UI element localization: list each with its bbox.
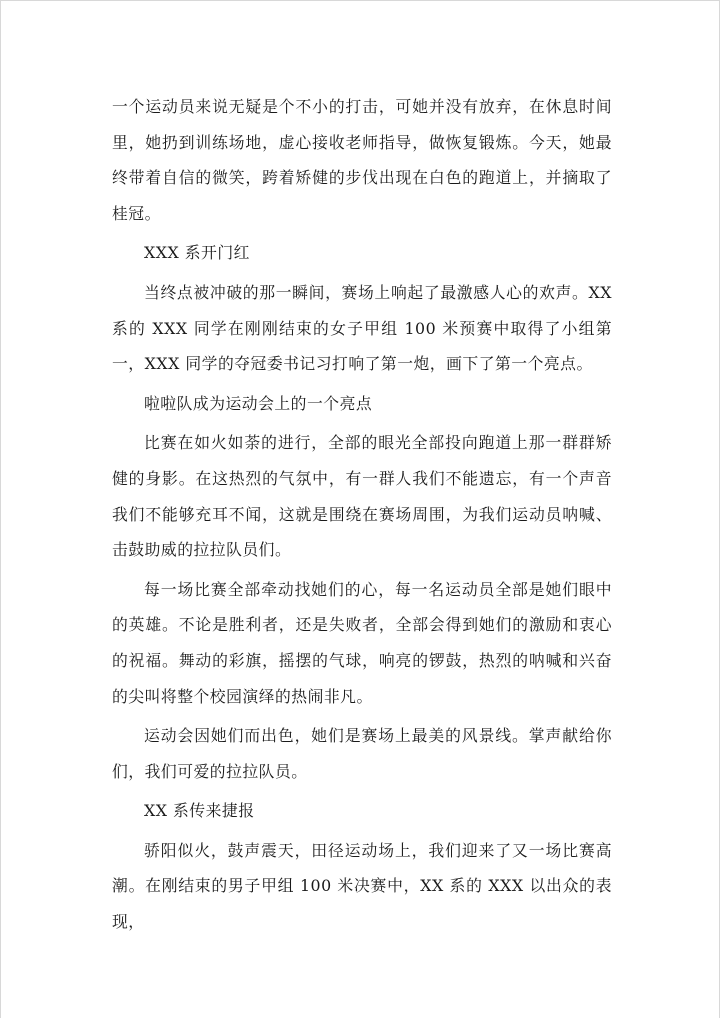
document-body bbox=[112, 89, 612, 940]
paragraph-final-race: 骄阳似火，鼓声震天，田径运动场上，我们迎来了又一场比赛高潮。在刚结束的男子甲组 100 米决赛中，XX 系的 XXX 以出众的表现， bbox=[112, 840, 612, 932]
section-heading-xxx-kaimenhong: XXX 系开门红 bbox=[144, 243, 250, 263]
paragraph-cheerleaders-support: 每一场比赛全部牵动找她们的心，每一名运动员全部是她们眼中的英雄。不论是胜利者，还是失败者，全部会得到她们的激励和衷心的祝福。舞动的彩旗，摇摆的气球，响亮的锣鼓，热烈的呐喊和兴奋的尖叫将整个校园演绎的热闹非凡。 bbox=[112, 579, 612, 706]
paragraph-first-win: 当终点被冲破的那一瞬间，赛场上响起了最激感人心的欢声。XX系的 XXX 同学在刚刚结束的女子甲组 100 米预赛中取得了小组第一，XXX 同学的夺冠委书记习打响了第一炮，画下了第一个亮点。 bbox=[112, 282, 612, 374]
paragraph-cheerleaders-praise: 运动会因她们而出色，她们是赛场上最美的风景线。掌声献给你们，我们可爱的拉拉队员。 bbox=[112, 726, 612, 781]
paragraph-cheerleaders-intro: 比赛在如火如荼的进行，全部的眼光全部投向跑道上那一群群矫健的身影。在这热烈的气氛中，有一群人我们不能遗忘，有一个声音我们不能够充耳不闻，这就是围绕在赛场周围，为我们运动员呐喊、击鼓助威的拉拉队员们。 bbox=[112, 433, 612, 560]
paragraph-continuation: 一个运动员来说无疑是个不小的打击，可她并没有放弃，在休息时间里，她扔到训练场地，虚心接收老师指导，做恢复锻炼。今天，她最终带着自信的微笑，跨着矫健的步伐出现在白色的跑道上，并摘取了桂冠。 bbox=[112, 97, 612, 223]
section-heading-good-news: XX 系传来捷报 bbox=[144, 801, 255, 821]
section-heading-cheerleaders: 啦啦队成为运动会上的一个亮点 bbox=[144, 393, 373, 413]
